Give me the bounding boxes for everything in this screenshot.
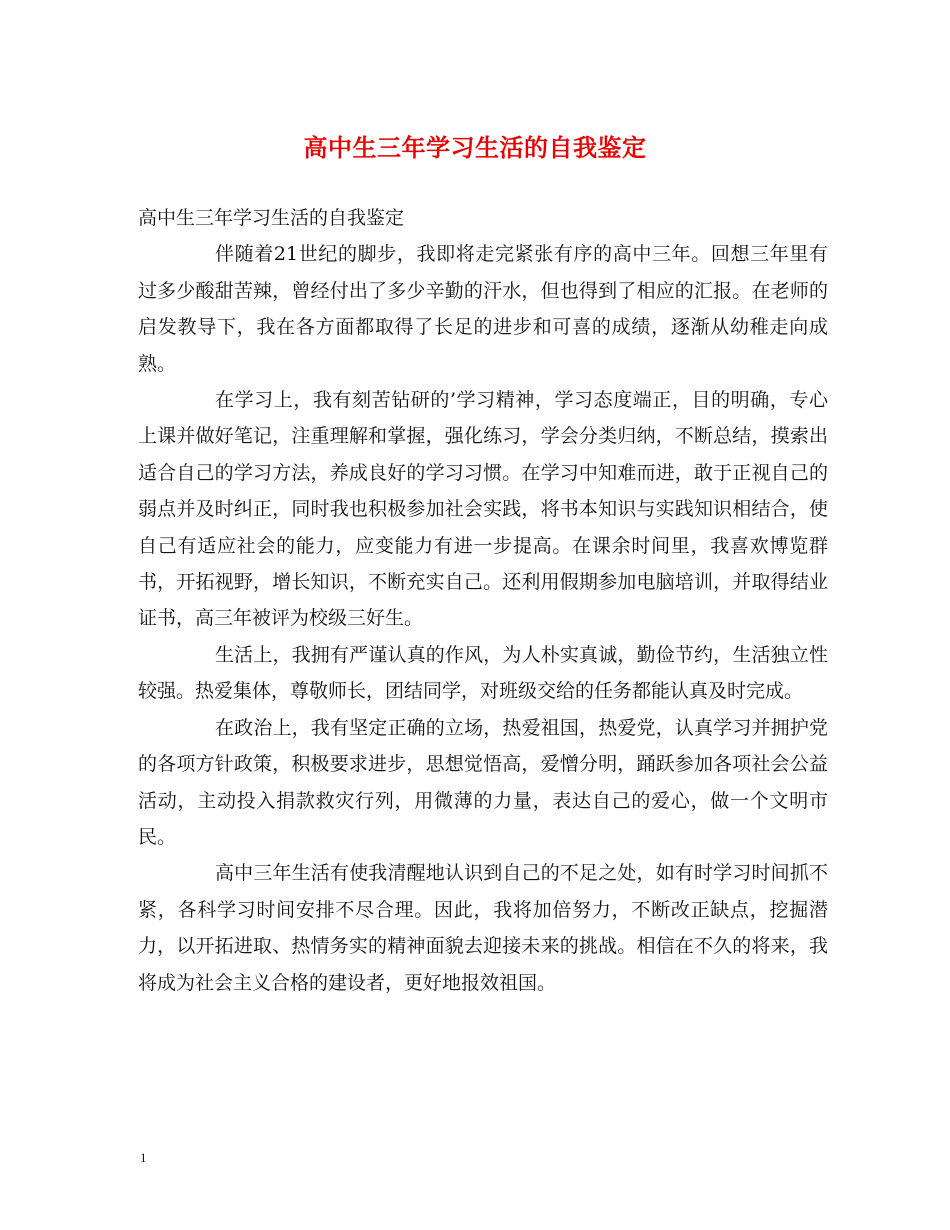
page-number: 1: [140, 1150, 147, 1165]
paragraph-study: 在学习上，我有刻苦钻研的’学习精神，学习态度端正，目的明确，专心上课并做好笔记，注重理解和掌握，强化练习，学会分类归纳，不断总结，摸索出适合自己的学习方法，养成良好的学习习惯。在学习中知难而进，敢于正视自己的弱点并及时纠正，同时我也积极参加社会实践，将书本知识与实践知识相结合，使自己有适应社会的能力，应变能力有进一步提高。在课余时间里，我喜欢博览群书，开拓视野，增长知识，不断充实自己。还利用假期参加电脑培训，并取得结业证书，高三年被评为校级三好生。: [138, 389, 828, 630]
document-title: 高中生三年学习生活的自我鉴定: [303, 133, 647, 162]
paragraph-politics: 在政治上，我有坚定正确的立场，热爱祖国，热爱党，认真学习并拥护党的各项方针政策，积极要求进步，思想觉悟高，爱憎分明，踊跃参加各项社会公益活动，主动投入捐款救灾行列，用微薄的力量，表达自己的爱心，做一个文明市民。: [138, 716, 828, 848]
paragraph-life: 生活上，我拥有严谨认真的作风，为人朴实真诚，勤俭节约，生活独立性较强。热爱集体，尊敬师长，团结同学，对班级交给的任务都能认真及时完成。: [138, 643, 828, 703]
document-body: [138, 200, 828, 1001]
paragraph-conclusion: 高中三年生活有使我清醒地认识到自己的不足之处，如有时学习时间抓不紧，各科学习时间安排不尽合理。因此，我将加倍努力，不断改正缺点，挖掘潜力，以开拓进取、热情务实的精神面貌去迎接未来的挑战。相信在不久的将来，我将成为社会主义合格的建设者，更好地报效祖国。: [138, 862, 828, 994]
document-subtitle: 高中生三年学习生活的自我鉴定: [138, 207, 405, 229]
paragraph-intro: 伴随着21世纪的脚步，我即将走完紧张有序的高中三年。回想三年里有过多少酸甜苦辣，曾经付出了多少辛勤的汗水，但也得到了相应的汇报。在老师的启发教导下，我在各方面都取得了长足的进步和可喜的成绩，逐渐从幼稚走向成熟。: [138, 243, 828, 375]
